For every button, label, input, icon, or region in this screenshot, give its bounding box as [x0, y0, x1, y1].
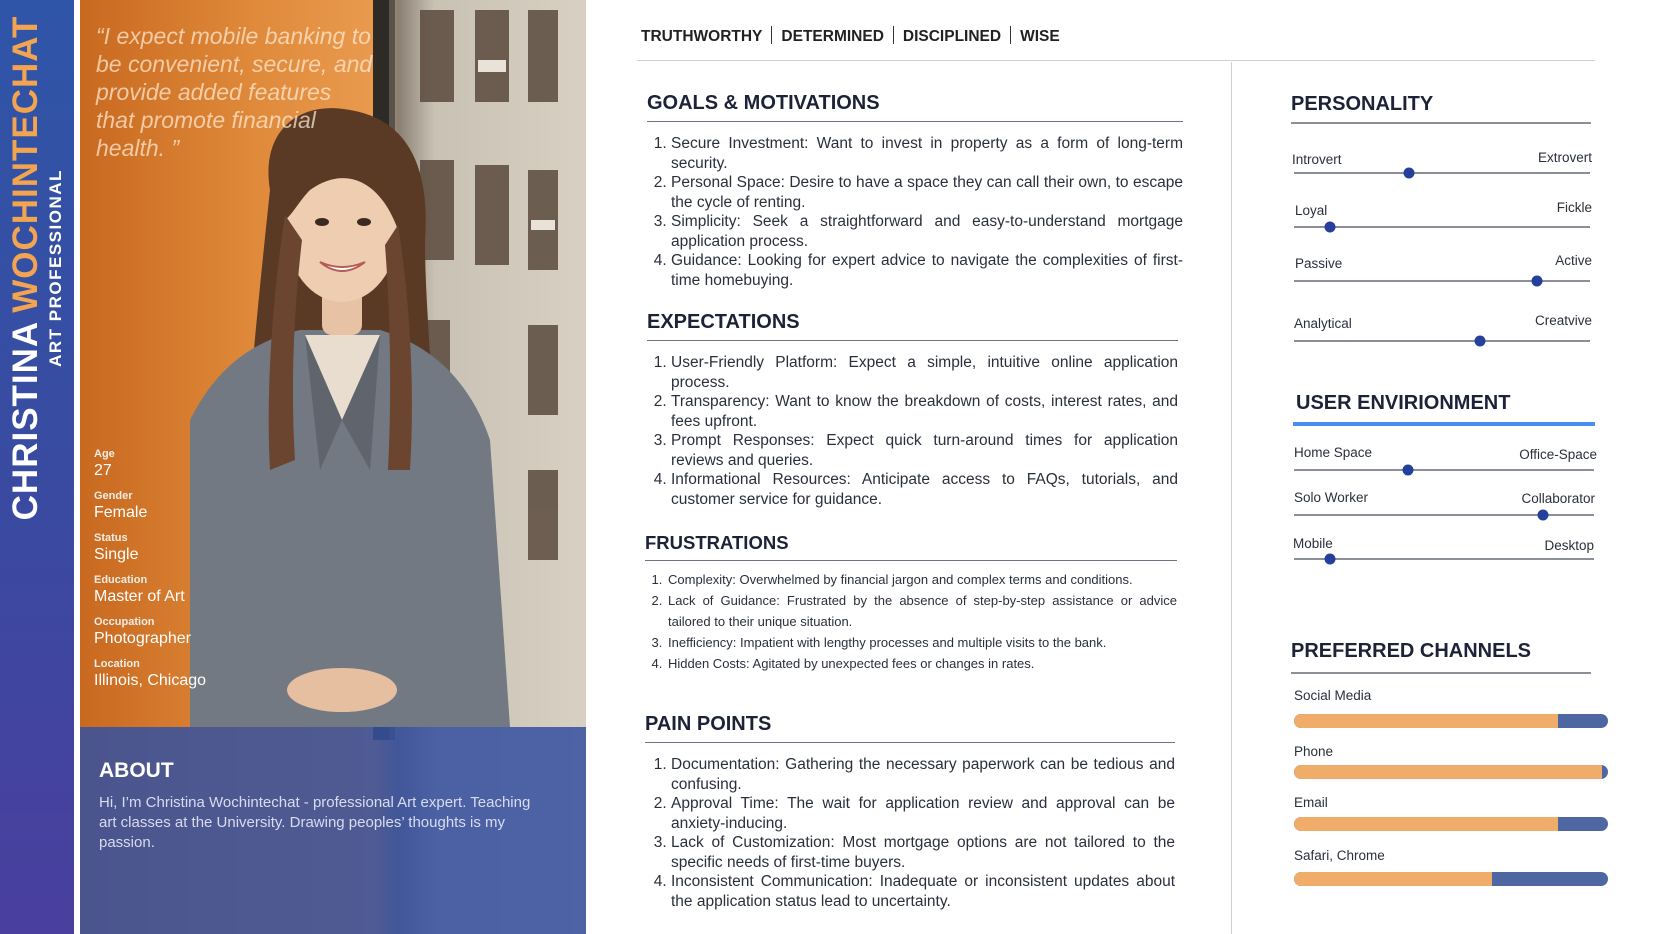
fact-age: [94, 448, 294, 480]
environment-title: USER ENVIRIONMENT: [1296, 392, 1511, 414]
header-divider: [637, 60, 1595, 61]
fact-location: [94, 658, 294, 690]
slider-left-label: Passive: [1295, 256, 1343, 271]
slider-right-label: Desktop: [1544, 538, 1594, 553]
list-item: 3. Lack of Customization: Most mortgage options are not tailored to the specific needs of first-time buyers.: [671, 833, 1175, 872]
goals-title: GOALS & MOTIVATIONS: [647, 92, 1183, 122]
list-item: 4. Hidden Costs: Agitated by unexpected fees or changes in rates.: [666, 653, 1177, 674]
fact-value: Single: [94, 546, 139, 563]
channel-bar-phone: [1294, 765, 1608, 779]
frustrations-list: [645, 569, 1177, 674]
pain-points-list: [645, 755, 1175, 911]
channel-bar-fill: [1294, 817, 1558, 831]
trait-label: DETERMINED: [781, 28, 884, 45]
list-item: 1. Secure Investment: Want to invest in property as a form of long-term security.: [671, 134, 1183, 173]
slider-left-label: Introvert: [1292, 152, 1342, 167]
list-item: 2. Approval Time: The wait for application review and approval can be anxiety-inducing.: [671, 794, 1175, 833]
frustrations-section: [645, 532, 1177, 674]
slider-left-label: Analytical: [1294, 316, 1352, 331]
channels-title: PREFERRED CHANNELS: [1291, 640, 1532, 662]
slider-right-label: Creatvive: [1534, 313, 1592, 328]
goals-list: [647, 134, 1183, 290]
slider-home-office: [1294, 469, 1594, 471]
list-item: 3. Simplicity: Seek a straightforward and easy-to-understand mortgage application process.: [671, 212, 1183, 251]
pain-points-title: PAIN POINTS: [645, 713, 1175, 743]
frustrations-title: FRUSTRATIONS: [645, 532, 1177, 561]
slider-knob: [1531, 276, 1542, 287]
channel-label: Phone: [1294, 744, 1334, 759]
slider-knob: [1403, 465, 1414, 476]
slider-loyal-fickle: [1294, 226, 1590, 228]
slider-knob: [1325, 554, 1336, 565]
channels-underline: [1291, 672, 1591, 674]
slider-knob: [1538, 510, 1549, 521]
trait-divider: [1010, 26, 1011, 44]
persona-first-name: CHRISTINA: [6, 320, 45, 521]
persona-photo-panel: [80, 0, 586, 934]
channel-label: Social Media: [1294, 688, 1372, 703]
trait-label: WISE: [1020, 28, 1060, 45]
list-item: 4. Informational Resources: Anticipate access to FAQs, tutorials, and customer service for guidance.: [671, 470, 1178, 509]
fact-label: Education: [94, 574, 148, 586]
name-band: [0, 0, 74, 934]
expectations-title: EXPECTATIONS: [647, 311, 1178, 341]
slider-introvert-extrovert: [1294, 172, 1590, 174]
fact-value: 27: [94, 462, 112, 479]
list-item: 3. Prompt Responses: Expect quick turn-around times for application reviews and queries.: [671, 431, 1178, 470]
list-item: 4. Guidance: Looking for expert advice to navigate the complexities of first-time homebuying.: [671, 251, 1183, 290]
fact-label: Status: [94, 532, 128, 544]
environment-underline: [1293, 422, 1595, 426]
list-item: 3. Inefficiency: Impatient with lengthy processes and multiple visits to the bank.: [666, 632, 1177, 653]
slider-knob: [1324, 222, 1335, 233]
slider-knob: [1475, 336, 1486, 347]
trait-divider: [893, 26, 894, 44]
slider-solo-collaborator: [1294, 514, 1594, 516]
slider-left-label: Home Space: [1294, 445, 1373, 460]
channel-label: Email: [1294, 795, 1328, 810]
channel-bar-fill: [1294, 714, 1558, 728]
list-item: 2. Lack of Guidance: Frustrated by the absence of step-by-step assistance or advice tailored to their unique situation.: [666, 590, 1177, 632]
fact-occupation: [94, 616, 294, 648]
traits-row: [641, 26, 1060, 46]
fact-label: Gender: [94, 490, 133, 502]
expectations-section: [647, 311, 1178, 509]
list-item: 4. Inconsistent Communication: Inadequate or inconsistent updates about the application status lead to uncertainty.: [671, 872, 1175, 911]
personality-underline: [1291, 122, 1591, 124]
slider-passive-active: [1294, 280, 1590, 282]
pain-points-section: [645, 713, 1175, 911]
list-item: 1. Documentation: Gathering the necessary paperwork can be tedious and confusing.: [671, 755, 1175, 794]
slider-right-label: Office-Space: [1519, 447, 1597, 462]
slider-right-label: Extrovert: [1537, 150, 1592, 165]
channel-bar-email: [1294, 817, 1608, 831]
channel-bar-social-media: [1294, 714, 1608, 728]
slider-mobile-desktop: [1294, 558, 1594, 560]
slider-analytical-creative: [1294, 340, 1590, 342]
fact-value: Photographer: [94, 630, 191, 647]
about-text: Hi, I’m Christina Wochintechat - professional Art expert. Teaching art classes at the University. Drawing peoples’ thoughts is my passion.: [99, 794, 531, 851]
fact-value: Illinois, Chicago: [94, 672, 207, 689]
channel-bar-fill: [1294, 765, 1602, 779]
slider-left-label: Mobile: [1293, 536, 1333, 551]
about-panel: [80, 727, 586, 934]
slider-knob: [1404, 168, 1415, 179]
slider-right-label: Collaborator: [1521, 491, 1595, 506]
slider-left-label: Loyal: [1295, 203, 1328, 218]
slider-right-label: Fickle: [1556, 200, 1592, 215]
trait-label: DISCIPLINED: [902, 28, 1002, 45]
list-item: 2. Personal Space: Desire to have a space they can call their own, to escape the cycle of renting.: [671, 173, 1183, 212]
persona-name: [7, 16, 45, 521]
slider-left-label: Solo Worker: [1294, 490, 1369, 505]
about-title: ABOUT: [99, 759, 174, 782]
personality-title: PERSONALITY: [1291, 93, 1434, 115]
list-item: 1. User-Friendly Platform: Expect a simple, intuitive online application process.: [671, 353, 1178, 392]
goals-section: [647, 92, 1183, 290]
persona-facts: [94, 448, 294, 700]
trait-label: TRUTHWORTHY: [641, 28, 763, 45]
fact-label: Location: [94, 658, 140, 670]
fact-value: Master of Art: [94, 588, 185, 605]
column-divider: [1231, 62, 1232, 934]
fact-label: Age: [94, 448, 115, 460]
list-item: 2. Transparency: Want to know the breakdown of costs, interest rates, and fees upfront.: [671, 392, 1178, 431]
slider-right-label: Active: [1555, 253, 1592, 268]
list-item: 1. Complexity: Overwhelmed by financial jargon and complex terms and conditions.: [666, 569, 1177, 590]
persona-role: ART PROFESSIONAL: [46, 169, 65, 367]
persona-last-name: WOCHINTECHAT: [6, 15, 45, 313]
fact-value: Female: [94, 504, 148, 521]
expectations-list: [647, 353, 1178, 509]
fact-gender: [94, 490, 294, 522]
fact-label: Occupation: [94, 616, 155, 628]
fact-status: [94, 532, 294, 564]
channel-bar-fill: [1294, 872, 1492, 886]
name-band-text: [5, 8, 69, 528]
trait-divider: [771, 26, 772, 44]
channel-bar-browser: [1294, 872, 1608, 886]
channel-label: Safari, Chrome: [1294, 848, 1385, 863]
persona-quote: “I expect mobile banking to be convenient, secure, and provide added features that promote financial health. ”: [96, 23, 373, 161]
fact-education: [94, 574, 294, 606]
